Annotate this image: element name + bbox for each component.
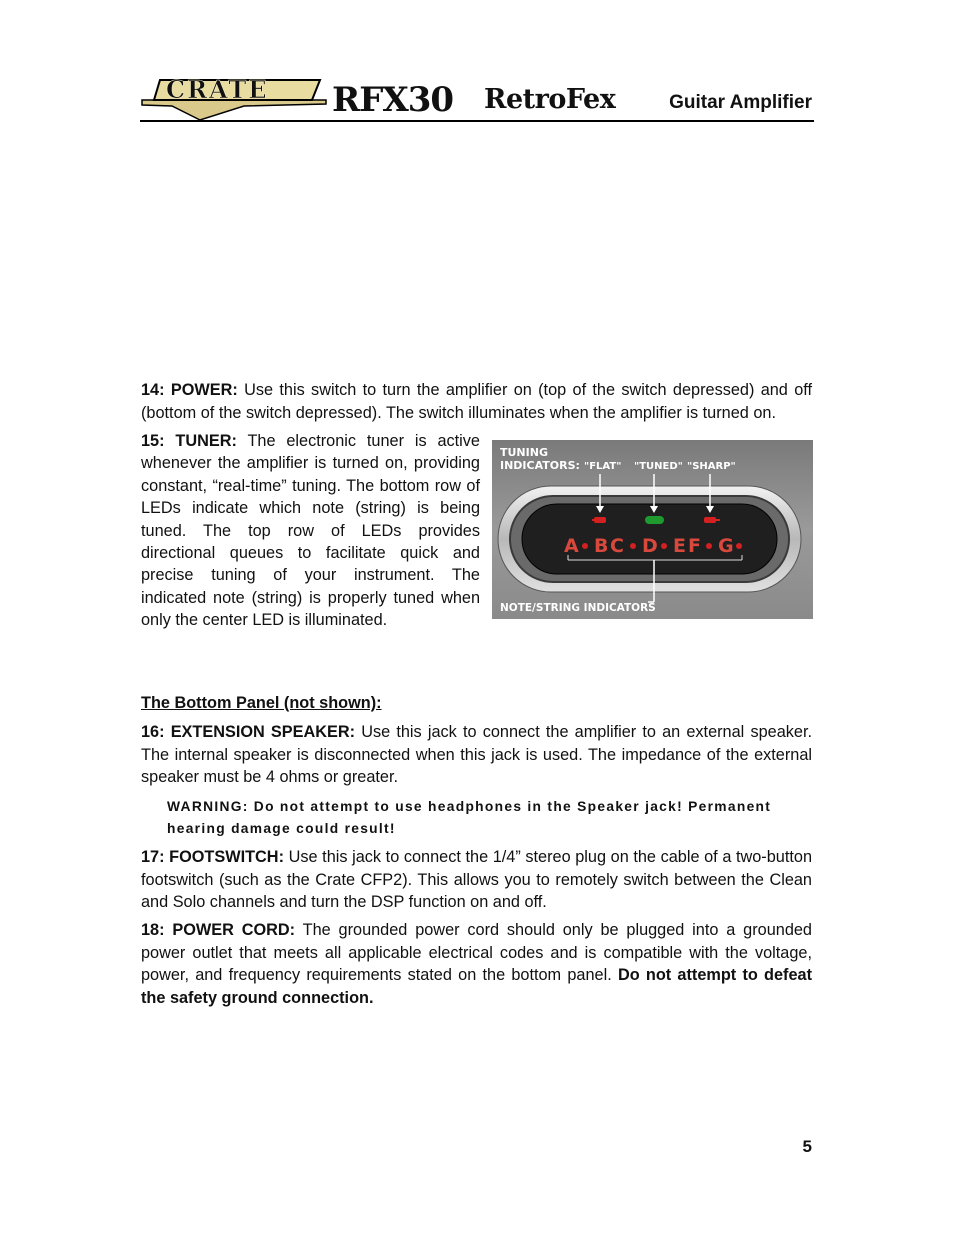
footswitch-label: 17: FOOTSWITCH: (141, 848, 284, 866)
tuner-paragraph (141, 430, 480, 632)
series-name: RetroFex (484, 84, 616, 115)
bottom-panel-title: The Bottom Panel (not shown): (141, 694, 382, 712)
sharp-label: "SHARP" (687, 461, 736, 472)
tuned-label: "TUNED" (634, 461, 683, 472)
flat-label: "FLAT" (584, 461, 622, 472)
ext-speaker-label: 16: EXTENSION SPEAKER: (141, 723, 356, 741)
page-header (140, 72, 814, 124)
power-paragraph (141, 379, 812, 424)
tuning-label-1: TUNING (500, 446, 548, 459)
note-e: E (673, 535, 686, 557)
note-led (582, 543, 588, 549)
crate-logo (140, 72, 332, 124)
note-led (706, 543, 712, 549)
power-cord-label: 18: POWER CORD: (141, 921, 296, 939)
warning-text: WARNING: Do not attempt to use headphones in the Speaker jack! Permanent hearing damage could result! (167, 799, 772, 836)
note-led (736, 543, 742, 549)
note-b: B (594, 535, 609, 557)
tuner-text: The electronic tuner is active whenever the amplifier is turned on, providing constant, “real-time” tuning. The bottom row of LEDs indicate which note (string) is being tuned. The top row of LEDs provides directional queues to facilitate quick and precise tuning of your instrument. The indicated note (string) is properly tuned when only the center LED is illuminated. (141, 432, 480, 630)
power-text: Use this switch to turn the amplifier on (top of the switch depressed) and off (bottom of the switch depressed). The switch illuminates when the amplifier is turned on. (141, 381, 812, 422)
note-c: C (610, 535, 624, 557)
note-string-label: NOTE/STRING INDICATORS (500, 602, 656, 614)
page-number: 5 (802, 1137, 812, 1156)
tuner-figure (492, 440, 813, 619)
note-f: F (688, 535, 701, 557)
power-label: 14: POWER: (141, 381, 238, 399)
logo-text: CRATE (166, 75, 269, 104)
tuning-label-2: INDICATORS: (500, 459, 580, 472)
header-subtitle: Guitar Amplifier (669, 92, 812, 113)
note-d: D (642, 535, 658, 557)
note-a: A (564, 535, 579, 557)
footswitch-text: Use this jack to connect the 1/4” stereo plug on the cable of a two-button footswitch (such as the Crate CFP2). This allows you to remotely switch between the Clean and Solo channels and turn the DSP function on and off. (141, 848, 812, 911)
note-led (630, 543, 636, 549)
note-led (661, 543, 667, 549)
note-g: G (718, 535, 734, 557)
model-name: RFX30 (332, 80, 454, 120)
header-rule (140, 120, 814, 122)
tuned-led (645, 516, 664, 524)
ext-speaker-paragraph (141, 721, 812, 789)
power-cord-text: The grounded power cord should only be plugged into a grounded power outlet that meets all applicable electrical codes and is compatible with the voltage, power, and frequency requirements stated on the bottom panel. (141, 921, 812, 984)
tuner-label: 15: TUNER: (141, 432, 237, 450)
power-cord-paragraph (141, 919, 812, 1009)
power-cord-warning: Do not attempt to defeat the safety ground connection. (141, 966, 813, 1007)
ext-speaker-text: Use this jack to connect the amplifier to an external speaker. The internal speaker is disconnected when this jack is used. The impedance of the external speaker must be 4 ohms or greater. (141, 723, 812, 786)
footswitch-paragraph (141, 846, 812, 914)
